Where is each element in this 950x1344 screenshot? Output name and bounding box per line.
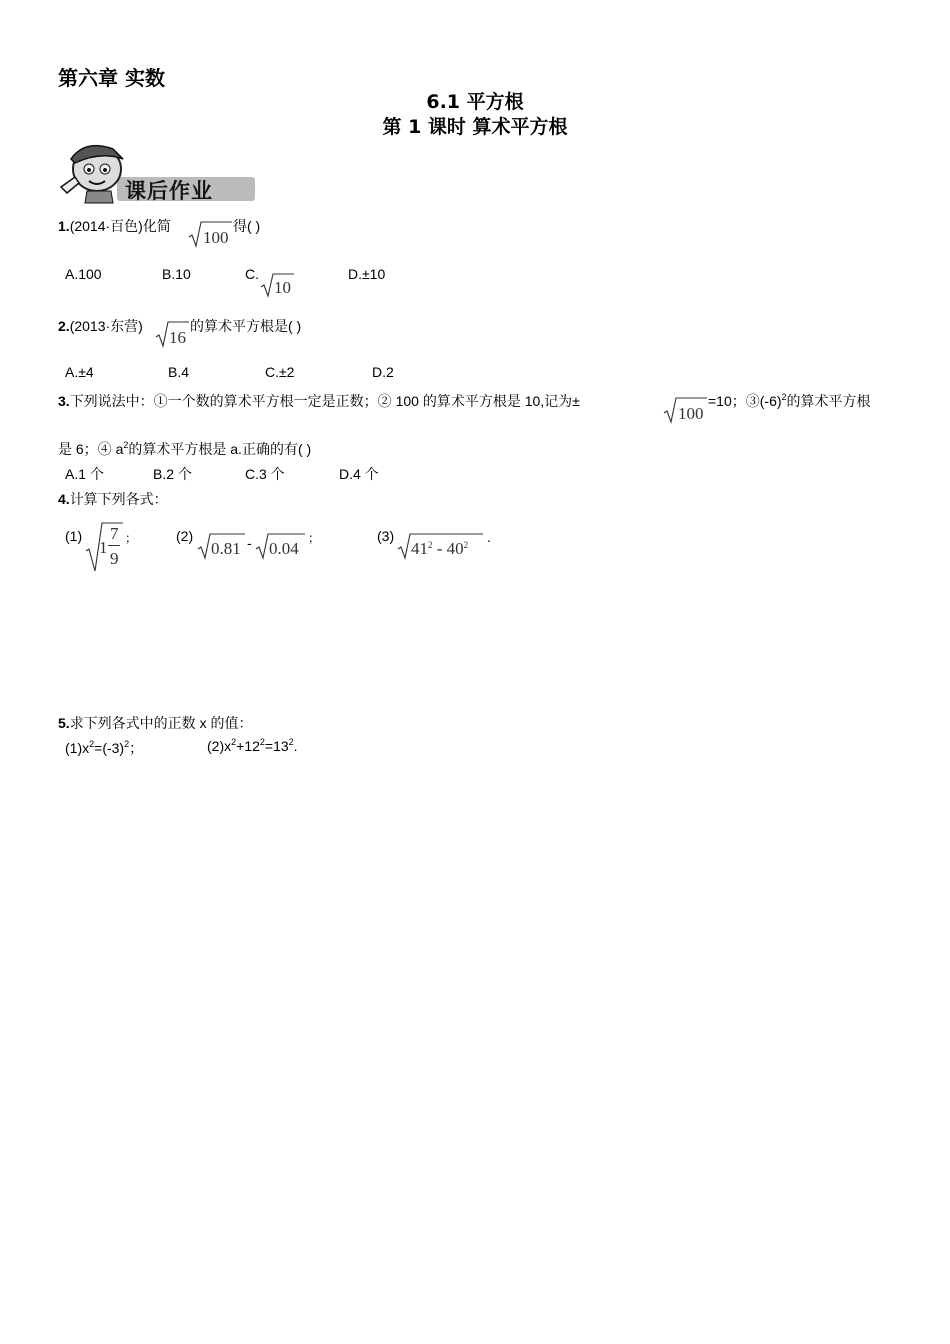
q3-line2 bbox=[58, 439, 311, 459]
q3-option-a: A.1 个 bbox=[65, 466, 104, 482]
q2-option-c: C.±2 bbox=[265, 364, 295, 380]
q3-sup-1: 2 bbox=[781, 392, 787, 402]
q2-number: 2. bbox=[58, 318, 70, 334]
q4-part2-radicand-a: 0.81 bbox=[211, 539, 241, 558]
q4-part1-end: ； bbox=[125, 531, 138, 545]
q4-text: 计算下列各式： bbox=[69, 491, 168, 507]
q1-option-c: C. bbox=[245, 266, 259, 282]
q3-option-c: C.3 个 bbox=[245, 466, 285, 482]
q2-radicand: 16 bbox=[169, 328, 186, 347]
q5-part2-sup-a: 2 bbox=[231, 737, 237, 747]
q1-pre: (2014·百色)化简 bbox=[69, 218, 171, 234]
q4-part1-denominator: 9 bbox=[110, 549, 119, 568]
q4-part3-minus: - bbox=[432, 539, 447, 558]
q3-number: 3. bbox=[58, 393, 70, 409]
badge-label: 课后作业 bbox=[125, 179, 213, 203]
q3-text-c: 的算术平方根 bbox=[786, 393, 871, 409]
q1-option-b: B.10 bbox=[162, 266, 191, 282]
q4-part3-sup-b: 2 bbox=[463, 540, 469, 550]
q4-part1-fraction-bar bbox=[108, 545, 120, 546]
q4-part1-whole: 1 bbox=[99, 538, 108, 557]
q3-text-e: 的算术平方根是 a.正确的有( ) bbox=[128, 441, 312, 457]
section-title: 6.1 平方根 bbox=[426, 91, 524, 113]
q4-part3-label: (3) bbox=[377, 528, 395, 544]
q3-radicand: 100 bbox=[678, 404, 704, 423]
q2-option-b: B.4 bbox=[168, 364, 190, 380]
q4-stem bbox=[58, 489, 168, 509]
q5-part2 bbox=[207, 738, 298, 754]
q3-sup-2: 2 bbox=[123, 440, 129, 450]
q3-text-b-main: =10；③(-6) bbox=[708, 393, 782, 409]
q3-text-a: 下列说法中：①一个数的算术平方根一定是正数；② 100 的算术平方根是 10,记为± bbox=[69, 393, 580, 409]
q1-number: 1. bbox=[58, 218, 70, 234]
q5-part1-b: =(-3) bbox=[94, 740, 125, 756]
q5-part1-end: ； bbox=[129, 740, 144, 756]
q4-part2-minus: - bbox=[247, 535, 252, 551]
q4-part2-label: (2) bbox=[176, 528, 194, 544]
q5-text: 求下列各式中的正数 x 的值： bbox=[69, 715, 253, 731]
q5-part1-a: (1)x bbox=[65, 740, 90, 756]
q4-part3-end: . bbox=[487, 529, 491, 545]
q5-part2-end: . bbox=[293, 738, 298, 754]
q5-part2-sup-c: 2 bbox=[288, 737, 294, 747]
q2-stem bbox=[58, 316, 143, 336]
q4-part3-expression bbox=[411, 539, 468, 559]
q5-part1-sup-a: 2 bbox=[89, 739, 95, 749]
q5-part2-b: +12 bbox=[236, 738, 260, 754]
q1-option-d: D.±10 bbox=[348, 266, 386, 282]
q1-option-a: A.100 bbox=[65, 266, 102, 282]
q3-option-d: D.4 个 bbox=[339, 466, 379, 482]
q5-number: 5. bbox=[58, 715, 70, 731]
q5-part2-c: =13 bbox=[264, 738, 289, 754]
q4-part2-radicand-b: 0.04 bbox=[269, 539, 299, 558]
q5-part2-a: (2)x bbox=[207, 738, 232, 754]
q5-part1-sup-b: 2 bbox=[124, 739, 130, 749]
q2-option-d: D.2 bbox=[372, 364, 394, 380]
q2-post: 的算术平方根是( ) bbox=[190, 318, 302, 334]
q2-option-a: A.±4 bbox=[65, 364, 94, 380]
q4-part1-label: (1) bbox=[65, 528, 83, 544]
q4-part3-a: 41 bbox=[411, 539, 428, 558]
q1-stem bbox=[58, 216, 171, 236]
q4-part3-b: 40 bbox=[446, 539, 464, 558]
chapter-heading: 第六章 实数 bbox=[58, 66, 165, 90]
q2-pre: (2013·东营) bbox=[69, 318, 143, 334]
q3-text-d: 是 6；④ a bbox=[58, 441, 124, 457]
q5-part1 bbox=[65, 738, 143, 758]
q4-part1-numerator: 7 bbox=[110, 524, 119, 543]
q5-part2-sup-b: 2 bbox=[259, 737, 265, 747]
q4-part3-sup-a: 2 bbox=[428, 540, 433, 550]
q1-option-c-radicand: 10 bbox=[274, 278, 291, 297]
lesson-title: 第 1 课时 算术平方根 bbox=[382, 116, 568, 138]
q5-stem bbox=[58, 713, 252, 733]
q3-line1 bbox=[58, 391, 580, 411]
homework-badge bbox=[57, 137, 257, 205]
q1-post: 得( ) bbox=[233, 218, 261, 234]
q4-part2-end: ； bbox=[308, 531, 321, 545]
q3-option-b: B.2 个 bbox=[153, 466, 192, 482]
q4-number: 4. bbox=[58, 491, 70, 507]
q3-text-b bbox=[708, 391, 871, 411]
q1-radicand: 100 bbox=[203, 228, 229, 247]
